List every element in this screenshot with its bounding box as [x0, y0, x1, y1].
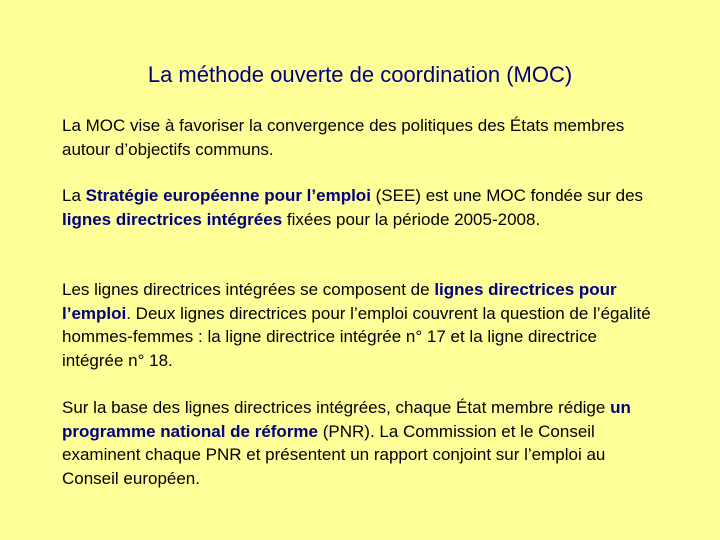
emphasis-integrated-guidelines: lignes directrices intégrées [62, 209, 283, 229]
text-run: (SEE) est une MOC fondée sur des [370, 186, 644, 205]
paragraph-see [62, 184, 662, 231]
text-run: La [62, 186, 86, 205]
text-run: Sur la base des lignes directrices intégrées, chaque État membre rédige [62, 398, 611, 417]
paragraph-pnr [62, 396, 662, 490]
emphasis-national-reform-programme: un programme national de réforme [62, 398, 631, 441]
emphasis-employment-guidelines: lignes directrices pour l’emploi [62, 280, 617, 323]
text-run: . Deux lignes directrices pour l’emploi couvrent la question de l’égalité hommes-femmes : la ligne directrice intégrée n° 17 et la ligne directrice intégrée n° 18. [62, 303, 651, 370]
text-run: (PNR). La Commission et le Conseil examinent chaque PNR et présentent un rapport conjoint sur l’emploi au Conseil européen. [62, 421, 606, 488]
paragraph-moc-definition [62, 114, 662, 161]
paragraph-guidelines [62, 278, 662, 372]
emphasis-strategy: Stratégie européenne pour l’emploi [85, 186, 371, 205]
paragraph-text: La MOC vise à favoriser la convergence des politiques des États membres autour d’objectifs communs. [62, 116, 625, 159]
text-run: fixées pour la période 2005-2008. [282, 209, 541, 229]
slide-title: La méthode ouverte de coordination (MOC) [147, 62, 573, 87]
text-run: Les lignes directrices intégrées se composent de [62, 280, 435, 299]
